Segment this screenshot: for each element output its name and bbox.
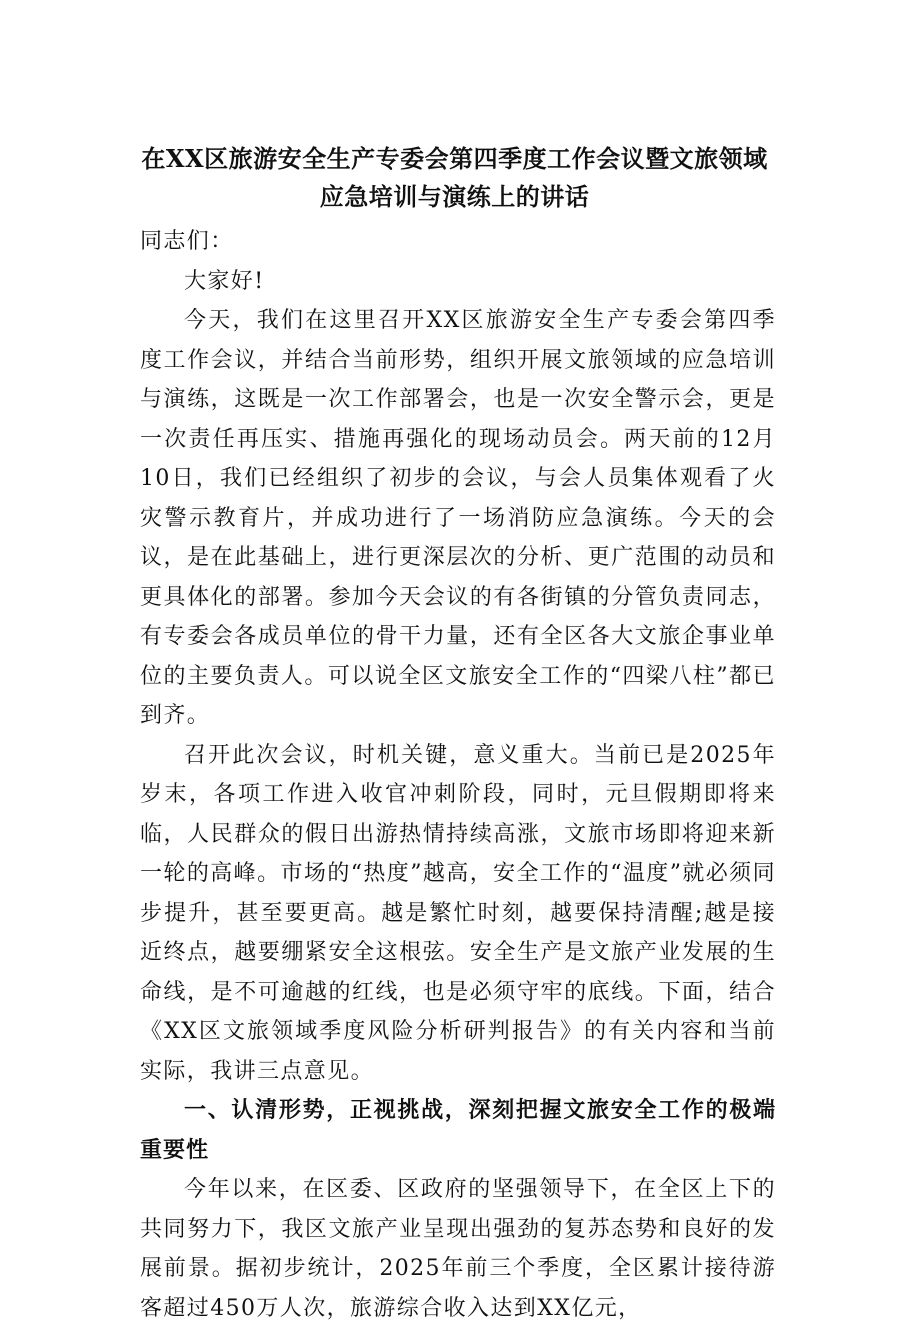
title-line-1: 在XX区旅游安全生产专委会第四季度工作会议暨文旅领域: [141, 144, 768, 173]
document-title: [120, 140, 789, 216]
document-body: [140, 222, 776, 1328]
paragraph-3: 今年以来，在区委、区政府的坚强领导下，在全区上下的共同努力下，我区文旅产业呈现出强劲的复苏态势和良好的发展前景。据初步统计，2025年前三个季度，全区累计接待游客超过450万人次，旅游综合收入达到XX亿元，: [140, 1177, 776, 1321]
salutation: 同志们：: [140, 229, 234, 254]
title-line-2: 应急培训与演练上的讲话: [319, 182, 590, 211]
greeting: 大家好!: [184, 268, 265, 294]
paragraph-2: 召开此次会议，时机关键，意义重大。当前已是2025年岁末，各项工作进入收官冲刺阶段，同时，元旦假期即将来临，人民群众的假日出游热情持续高涨，文旅市场即将迎来新一轮的高峰。市场的“热度”越高，安全工作的“温度”就必须同步提升，甚至要更高。越是繁忙时刻，越要保持清醒;越是接近终点，越要绷紧安全这根弦。安全生产是文旅产业发展的生命线，是不可逾越的红线，也是必须守牢的底线。下面，结合《XX区文旅领域季度风险分析研判报告》的有关内容和当前实际，我讲三点意见。: [140, 742, 776, 1084]
section-heading-1: 一、认清形势，正视挑战，深刻把握文旅安全工作的极端重要性: [140, 1097, 776, 1163]
paragraph-1: 今天，我们在这里召开XX区旅游安全生产专委会第四季度工作会议，并结合当前形势，组织开展文旅领域的应急培训与演练，这既是一次工作部署会，也是一次安全警示会，更是一次责任再压实、措施再强化的现场动员会。两天前的12月10日，我们已经组织了初步的会议，与会人员集体观看了火灾警示教育片，并成功进行了一场消防应急演练。今天的会议，是在此基础上，进行更深层次的分析、更广范围的动员和更具体化的部署。参加今天会议的有各街镇的分管负责同志，有专委会各成员单位的骨干力量，还有全区各大文旅企事业单位的主要负责人。可以说全区文旅安全工作的“四梁八柱”都已到齐。: [140, 308, 776, 728]
